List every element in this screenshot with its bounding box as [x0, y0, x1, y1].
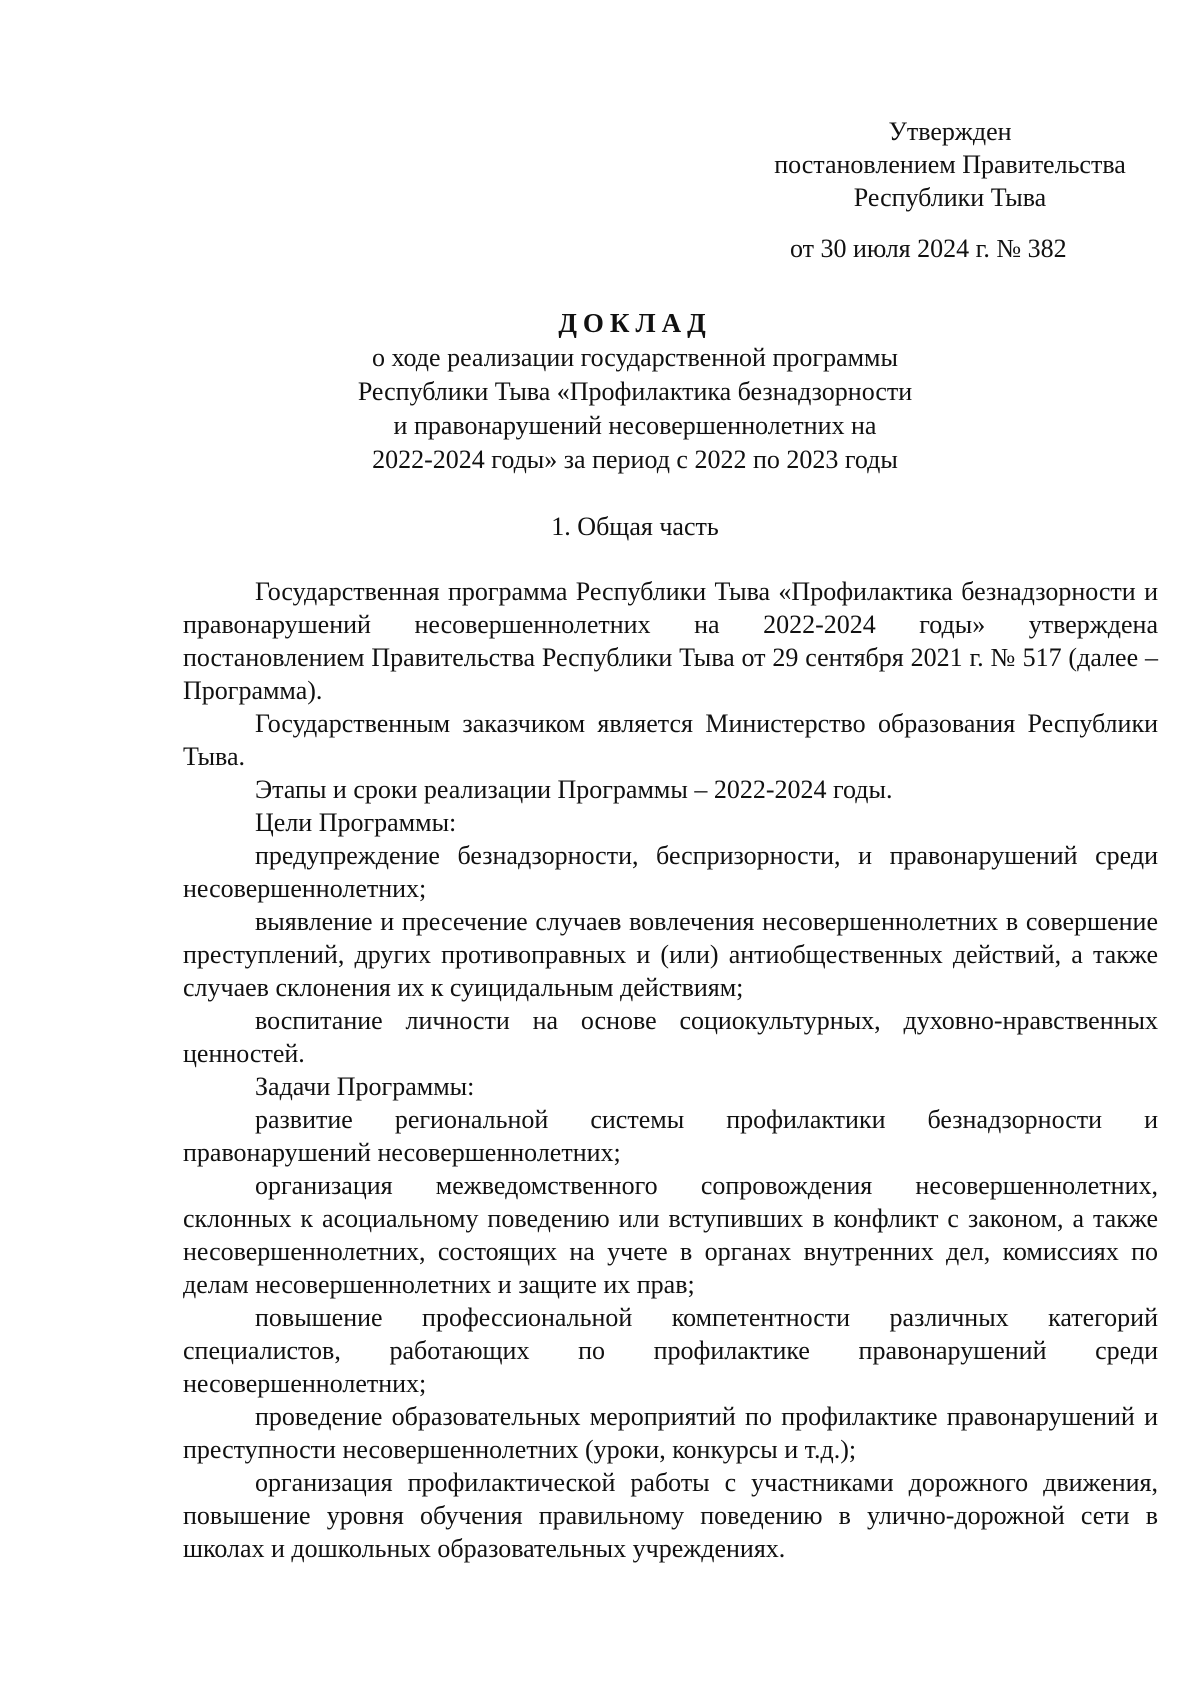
- approval-stamp: [720, 115, 1180, 214]
- document-body: [183, 575, 1158, 1565]
- section-heading: 1. Общая часть: [551, 512, 719, 541]
- paragraph: Задачи Программы:: [255, 1072, 475, 1101]
- paragraph: предупреждение безнадзорности, беспризорности, и правонарушений среди несовершеннолетних;: [183, 841, 1158, 903]
- approval-line-1: Утвержден: [888, 117, 1012, 146]
- paragraph: развитие региональной системы профилактики безнадзорности и правонарушений несовершеннолетних;: [183, 1105, 1158, 1167]
- subtitle-line-1: о ходе реализации государственной программы: [372, 343, 898, 372]
- approval-line-2: постановлением Правительства: [774, 150, 1126, 179]
- subtitle-line-3: и правонарушений несовершеннолетних на: [393, 411, 877, 440]
- subtitle-line-4: 2022-2024 годы» за период с 2022 по 2023 годы: [372, 445, 898, 474]
- paragraph: воспитание личности на основе социокультурных, духовно-нравственных ценностей.: [183, 1006, 1158, 1068]
- paragraph: повышение профессиональной компетентности различных категорий специалистов, работающих по профилактике правонарушений среди несовершеннолетних;: [183, 1303, 1158, 1398]
- paragraph: Государственным заказчиком является Министерство образования Республики Тыва.: [183, 709, 1158, 771]
- paragraph: Цели Программы:: [255, 808, 457, 837]
- paragraph: организация межведомственного сопровождения несовершеннолетних, склонных к асоциальному поведению или вступивших в конфликт с законом, а также несовершеннолетних, состоящих на учете в органах внутренних дел, комиссиях по делам несовершеннолетних и защите их прав;: [183, 1171, 1158, 1299]
- paragraph: Этапы и сроки реализации Программы – 2022-2024 годы.: [255, 775, 893, 804]
- paragraph: Государственная программа Республики Тыва «Профилактика безнадзорности и правонарушений несовершеннолетних на 2022-2024 годы» утверждена постановлением Правительства Республики Тыва от 29 сентября 2021 г. № 517 (далее – Программа).: [183, 577, 1158, 705]
- paragraph: организация профилактической работы с участниками дорожного движения, повышение уровня обучения правильному поведению в улично-дорожной сети в школах и дошкольных образовательных учреждениях.: [183, 1468, 1158, 1563]
- approval-date: от 30 июля 2024 г. № 382: [790, 234, 1067, 263]
- paragraph: выявление и пресечение случаев вовлечения несовершеннолетних в совершение преступлений, других противоправных и (или) антиобщественных действий, а также случаев склонения их к суицидальным действиям;: [183, 907, 1158, 1002]
- approval-line-3: Республики Тыва: [853, 183, 1047, 212]
- paragraph: проведение образовательных мероприятий по профилактике правонарушений и преступности несовершеннолетних (уроки, конкурсы и т.д.);: [183, 1402, 1158, 1464]
- title-block: [330, 305, 940, 477]
- subtitle-line-2: Республики Тыва «Профилактика безнадзорности: [357, 377, 913, 406]
- document-title: ДОКЛАД: [558, 308, 712, 338]
